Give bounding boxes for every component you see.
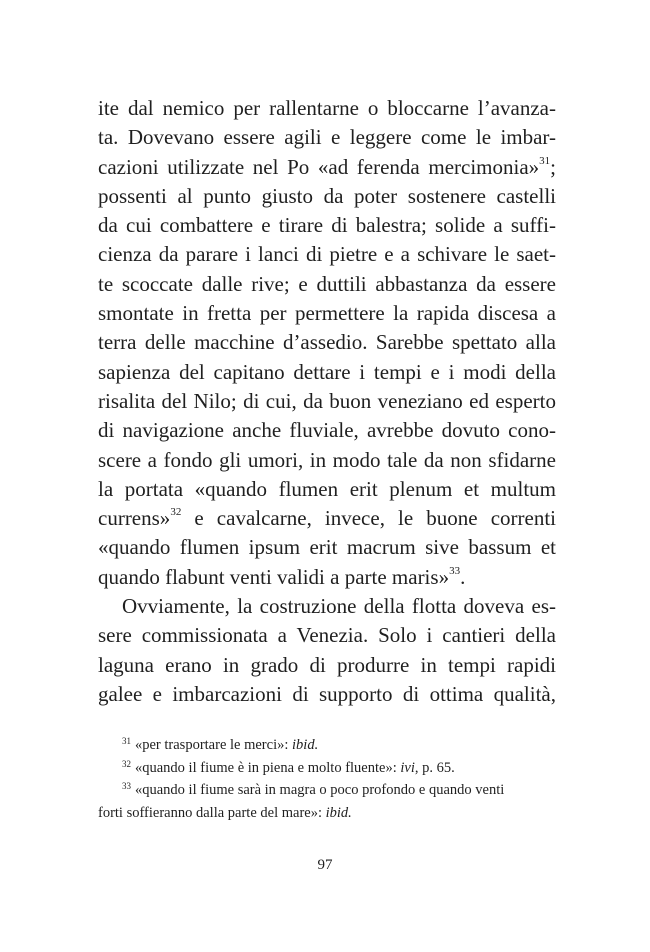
text-line: da cui combattere e tirare di balestra; solide a suffi- — [98, 213, 556, 238]
page-number: 97 — [317, 857, 333, 873]
text-line: di navigazione anche fluviale, avrebbe dovuto cono- — [98, 418, 556, 443]
footnote-ref-31[interactable]: 31 — [539, 154, 551, 167]
footnote-ref-33[interactable]: 33 — [449, 564, 461, 577]
footnote-suffix: , p. 65. — [414, 759, 455, 776]
footnote-text: «quando il fiume è in piena e molto fluente»: — [135, 759, 401, 776]
text-segment: ; — [550, 154, 556, 179]
footnote-number: 31 — [122, 736, 131, 746]
footnotes — [98, 734, 556, 824]
text-segment: quando flabunt venti validi a parte maris» — [98, 564, 450, 589]
text-segment: . — [460, 564, 466, 589]
text-line — [98, 153, 556, 182]
footnote-number: 32 — [122, 758, 131, 769]
footnote-source: ivi — [400, 759, 415, 776]
footnote-31 — [98, 734, 556, 757]
footnote-text: «per trasportare le merci»: — [135, 737, 293, 753]
text-segment: e cavalcarne, invece, le buone correnti — [181, 506, 556, 531]
text-line: terra delle macchine d’assedio. Sarebbe spettato alla — [98, 330, 556, 355]
text-line: ite dal nemico per rallentarne o bloccarne l’avanza- — [98, 96, 556, 120]
text-line: scere a fondo gli umori, in modo tale da non sfidarne — [98, 447, 556, 472]
main-text — [98, 94, 556, 709]
footnote-33 — [98, 779, 556, 802]
text-line: «quando flumen ipsum erit macrum sive bassum et — [98, 535, 556, 560]
text-line: possenti al punto giusto da poter sostenere castelli — [98, 183, 556, 208]
text-line — [98, 563, 556, 592]
text-line: la portata «quando flumen erit plenum et multum — [98, 476, 556, 501]
footnote-32 — [98, 757, 556, 780]
footnote-number: 33 — [122, 781, 131, 791]
text-line: laguna erano in grado di produrre in tempi rapidi — [98, 652, 556, 677]
footnote-ref-32[interactable]: 32 — [170, 506, 182, 519]
footnote-33-continuation — [98, 802, 556, 825]
text-line: galee e imbarcazioni di supporto di ottima qualità, — [98, 681, 556, 706]
text-line: ta. Dovevano essere agili e leggere come le imbar- — [98, 125, 556, 150]
text-line: sere commissionata a Venezia. Solo i cantieri della — [98, 623, 556, 648]
footnote-text: forti soffieranno dalla parte del mare»: — [98, 804, 326, 821]
text-line: risalita del Nilo; di cui, da buon veneziano ed esperto — [98, 388, 556, 413]
text-segment: currens» — [98, 506, 171, 531]
footnote-source: ibid. — [325, 804, 352, 821]
footnote-text: «quando il fiume sarà in magra o poco profondo e quando venti — [135, 782, 505, 798]
footnote-source: ibid. — [292, 737, 319, 753]
text-line — [98, 504, 556, 533]
text-line: te scoccate dalle rive; e duttili abbastanza da essere — [98, 271, 556, 296]
text-segment: cazioni utilizzate nel Po «ad ferenda mercimonia» — [98, 154, 540, 179]
text-line: smontate in fretta per permettere la rapida discesa a — [98, 301, 556, 326]
text-line: cienza da parare i lanci di pietre e a schivare le saet- — [98, 242, 556, 267]
text-line: sapienza del capitano dettare i tempi e i modi della — [98, 359, 556, 384]
text-line: Ovviamente, la costruzione della flotta doveva es- — [122, 594, 556, 619]
